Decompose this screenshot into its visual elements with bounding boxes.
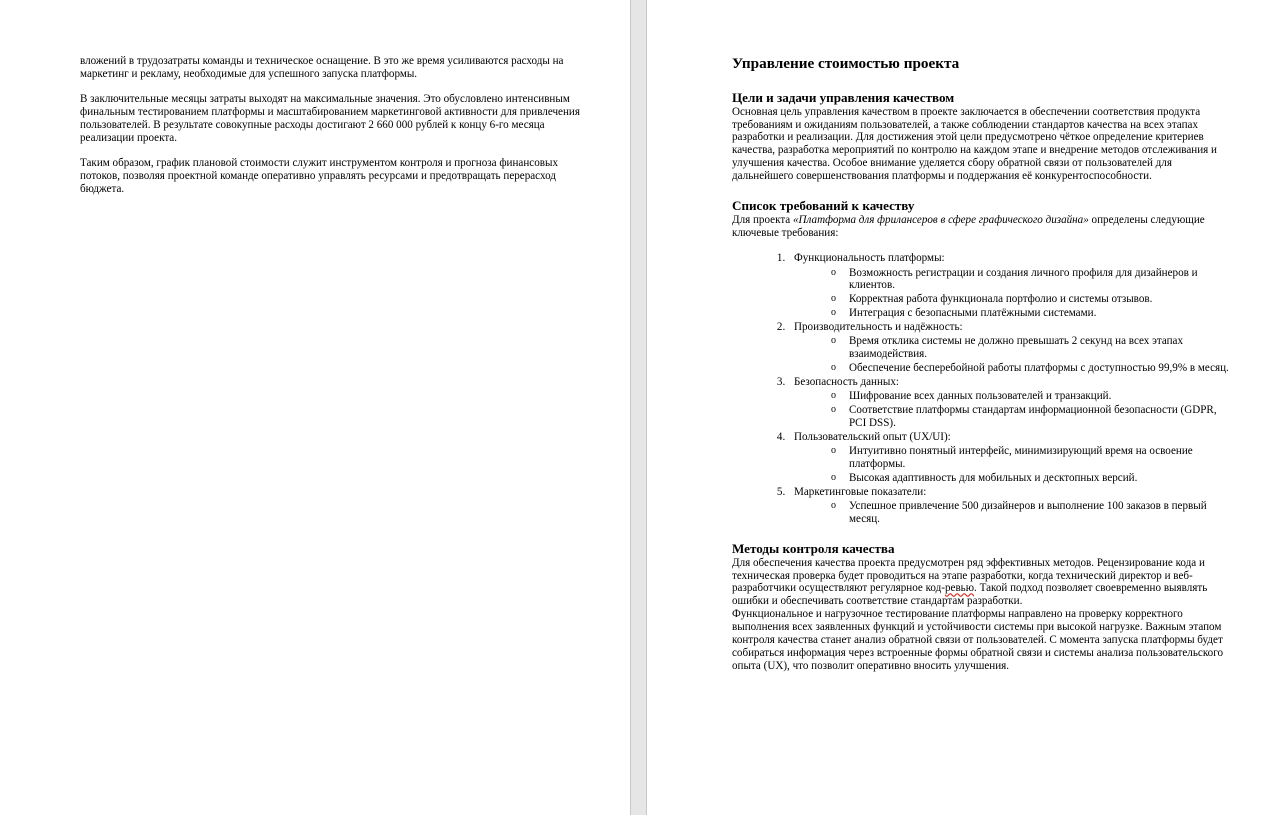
section-body-methods-2: Функциональное и нагрузочное тестирование платформы направлено на проверку корректного выполнения всех заявленных функций и устойчивости системы при высокой нагрузке. Важным этапом контроля качества станет анализ обратной связи от пользователей. С момента запуска платформы будет собираться информация через встроенные формы обратной связи и системы анализа пользовательского опыта (UX), что позволит оперативно вносить улучшения. — [732, 608, 1224, 672]
requirement-subitem: o Успешное привлечение 500 дизайнеров и выполнение 100 заказов в первый месяц. — [831, 500, 1232, 526]
requirement-subitem: o Шифрование всех данных пользователей и транзакций. — [831, 390, 1232, 403]
requirement-label: Безопасность данных: — [794, 376, 899, 389]
requirement-item — [788, 251, 1232, 320]
section-intro-requirements — [732, 214, 1232, 240]
section-heading-methods: Методы контроля качества — [732, 540, 895, 556]
requirement-subitem: o Интеграция с безопасными платёжными системами. — [831, 307, 1232, 320]
requirement-subitem: o Интуитивно понятный интерфейс, минимизирующий время на освоение платформы. — [831, 445, 1232, 471]
requirement-label: Пользовательский опыт (UX/UI): — [794, 431, 951, 444]
requirement-subitem: o Высокая адаптивность для мобильных и десктопных версий. — [831, 472, 1232, 485]
requirement-label: Функциональность платформы: — [794, 252, 945, 265]
requirement-label: Маркетинговые показатели: — [794, 485, 927, 498]
requirement-sublist — [794, 445, 1232, 485]
requirement-subitem: o Обеспечение бесперебойной работы платформы с доступностью 99,9% в месяц. — [831, 362, 1232, 375]
requirement-subitem: o Возможность регистрации и создания личного профиля для дизайнеров и клиентов. — [831, 267, 1232, 293]
left-page — [0, 0, 630, 821]
methods-text-before: Для обеспечения качества проекта предусмотрен ряд эффективных методов. Рецензирование кода и техническая проверка будет проводиться на этапе разработки, когда технический директор и веб-разработчики осуществляют регулярное код- — [732, 556, 1205, 595]
section-body-goals: Основная цель управления качеством в проекте заключается в обеспечении соответствия продукта требованиям и ожиданиям пользователей, а также соблюдении стандартов качества на всех этапах разработки и реализации. Для достижения этой цели предусмотрено чёткое определение критериев качества, разработка мероприятий по контролю на каждом этапе и внедрение методов отслеживания и улучшения качества. Особое внимание уделяется сбору обратной связи от пользователей для дальнейшего совершенствования платформы и поддержания её конкурентоспособности. — [732, 105, 1217, 183]
requirement-label: Производительность и надёжность: — [794, 321, 963, 334]
requirement-subitem: o Корректная работа функционала портфолио и системы отзывов. — [831, 293, 1232, 306]
project-name-italic: «Платформа для фрилансеров в сфере графического дизайна» — [793, 213, 1089, 226]
requirement-sublist — [794, 500, 1232, 526]
paragraph: В заключительные месяцы затраты выходят на максимальные значения. Это обусловлено интенсивным финальным тестированием платформы и масштабированием маркетинговой активности для привлечения пользователей. В результате совокупные расходы достигают 2 660 000 рублей к концу 6-го месяца реализации проекта. — [80, 93, 580, 144]
requirement-item — [788, 485, 1232, 526]
requirement-sublist — [794, 390, 1232, 430]
methods-text-after: . Такой подход позволяет своевременно выявлять ошибки и обеспечивать соответствие стандартам разработки. — [732, 582, 1208, 608]
requirement-subitem: o Соответствие платформы стандартам информационной безопасности (GDPR, PCI DSS). — [831, 404, 1232, 430]
section-heading-requirements: Список требований к качеству — [732, 197, 915, 213]
requirement-sublist — [794, 335, 1232, 375]
right-page-text-column — [732, 55, 1232, 672]
requirements-list — [732, 251, 1232, 526]
requirement-item — [788, 375, 1232, 430]
right-page — [647, 0, 1277, 821]
requirement-item — [788, 320, 1232, 375]
section-body-methods-1 — [732, 557, 1232, 608]
requirement-item — [788, 430, 1232, 485]
paragraph: вложений в трудозатраты команды и техническое оснащение. В это же время усиливаются расходы на маркетинг и рекламу, необходимые для успешного запуска платформы. — [80, 55, 564, 80]
requirement-sublist — [794, 267, 1232, 321]
left-page-text-column — [80, 55, 590, 196]
intro-text-after: определены следующие ключевые требования: — [732, 213, 1205, 239]
page-title: Управление стоимостью проекта — [732, 55, 960, 72]
requirement-subitem: o Время отклика системы не должно превышать 2 секунд на всех этапах взаимодействия. — [831, 335, 1232, 361]
intro-text-before: Для проекта — [732, 213, 793, 226]
section-heading-goals: Цели и задачи управления качеством — [732, 90, 955, 105]
page-gutter — [630, 0, 647, 815]
paragraph: Таким образом, график плановой стоимости служит инструментом контроля и прогноза финансовых потоков, позволяя проектной команде оперативно управлять ресурсами и предотвращать перерасход бюджета. — [80, 157, 558, 195]
misspelled-word[interactable]: ревью — [944, 582, 975, 595]
